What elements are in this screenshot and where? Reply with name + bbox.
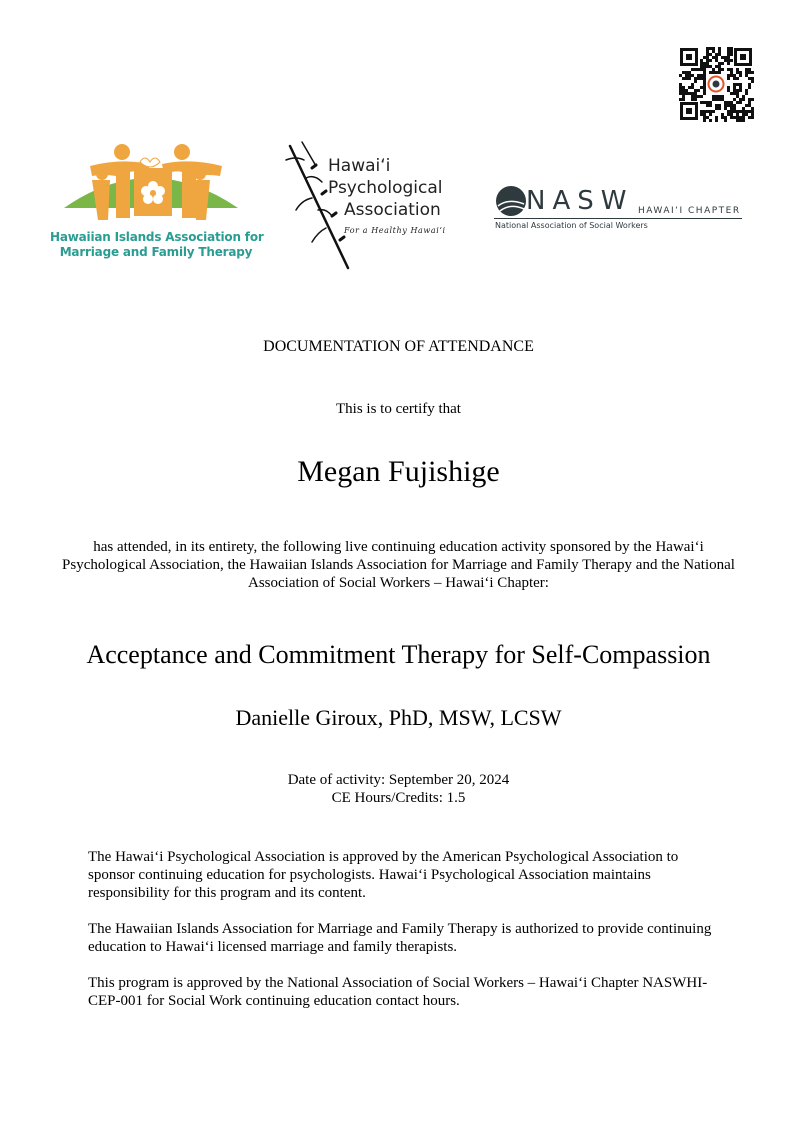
nasw-swirl-icon — [494, 184, 528, 218]
hiamft-logo — [50, 140, 262, 265]
hiamft-family-icon — [50, 140, 262, 230]
hiamft-approval-statement: The Hawaiian Islands Association for Marriage and Family Therapy is authorized to provide continuing education to Hawaiʻi licensed marriage and family therapists. — [88, 921, 712, 955]
activity-title: Acceptance and Commitment Therapy for Self-Compassion — [86, 640, 711, 669]
certify-text: This is to certify that — [336, 401, 461, 417]
hpa-logo-line3: Association — [344, 200, 441, 220]
apa-approval-statement: The Hawaiʻi Psychological Association is approved by the American Psychological Association to sponsor continuing education for psychologists. Hawaiʻi Psychological Association maintains responsibility for this program and its content. — [88, 849, 679, 901]
nasw-approval-statement: This program is approved by the National Association of Social Workers – Hawaiʻi Chapter NASWHI-CEP-001 for Social Work continuing education contact hours. — [88, 975, 708, 1009]
hpa-logo-tagline: For a Healthy Hawaiʻi — [344, 226, 446, 235]
hiamft-logo-line1: Hawaiian Islands Association for — [50, 230, 264, 244]
nasw-logo — [492, 182, 747, 238]
attendance-statement: has attended, in its entirety, the following live continuing education activity sponsored by the Hawaiʻi Psychological Association, the Hawaiian Islands Association for Marriage and Family Therapy and the National Association of Social Workers – Hawaiʻi Chapter: — [62, 539, 735, 591]
hpa-logo — [282, 138, 452, 273]
nasw-logo-rule — [494, 218, 742, 219]
recipient-name: Megan Fujishige — [297, 455, 500, 488]
presenter-name: Danielle Giroux, PhD, MSW, LCSW — [235, 705, 562, 730]
ce-credits: CE Hours/Credits: 1.5 — [331, 790, 466, 806]
qr-code-icon — [678, 46, 754, 122]
document-heading: DOCUMENTATION OF ATTENDANCE — [263, 338, 534, 355]
hpa-logo-line2: Psychological — [328, 178, 443, 198]
nasw-logo-chapter: HAWAIʻI CHAPTER — [638, 206, 741, 216]
nasw-logo-letters: NASW — [526, 186, 634, 216]
nasw-logo-subtitle: National Association of Social Workers — [495, 221, 648, 230]
hiamft-logo-line2: Marriage and Family Therapy — [59, 245, 253, 259]
activity-date: Date of activity: September 20, 2024 — [287, 772, 510, 788]
hpa-logo-line1: Hawaiʻi — [328, 156, 391, 176]
